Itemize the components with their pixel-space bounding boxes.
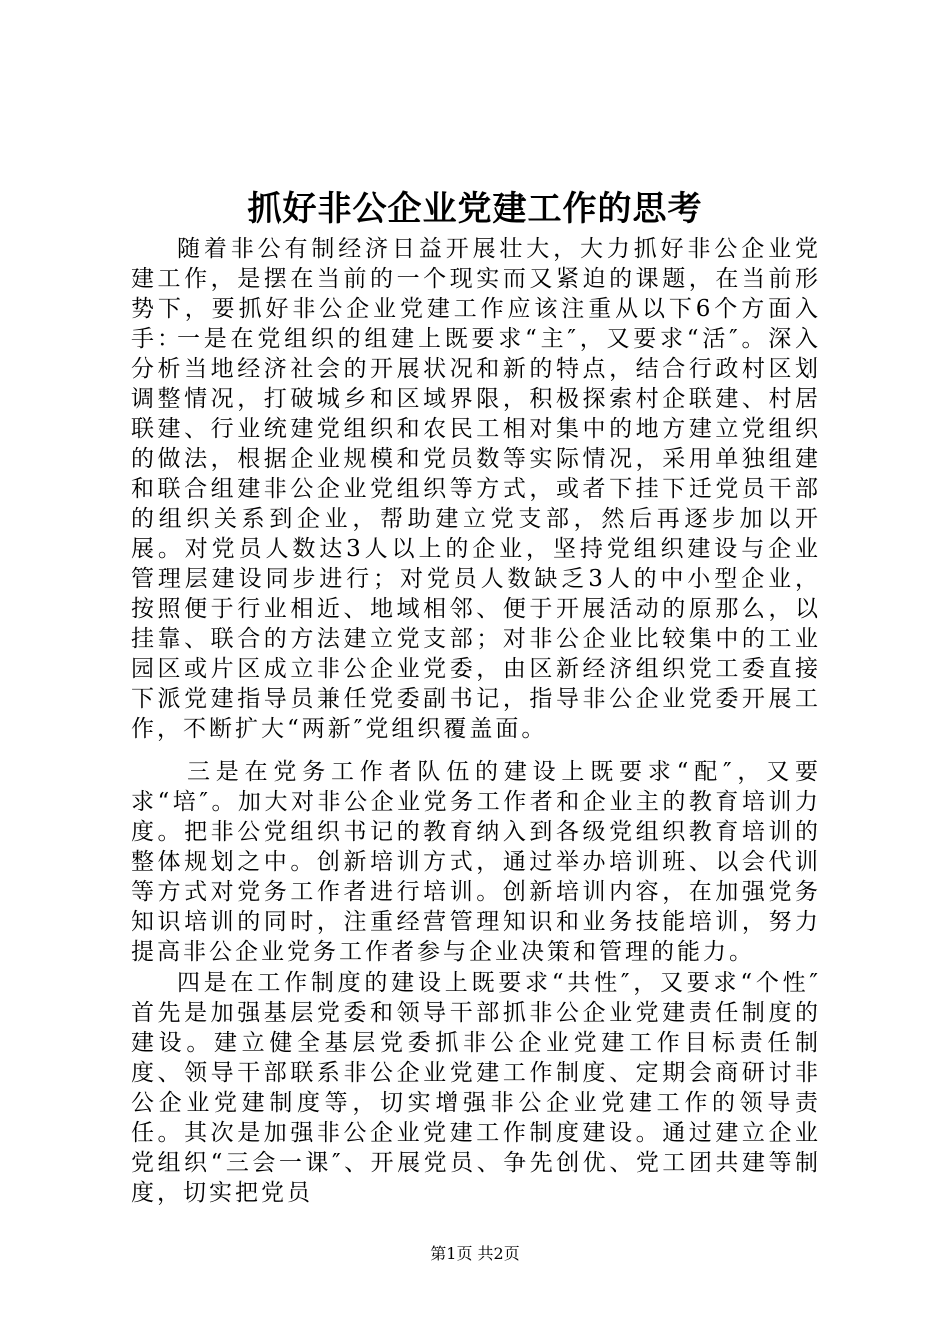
page-number: 第1页 共2页 xyxy=(430,1244,520,1263)
paragraph-four: 四是在工作制度的建设上既要求“共性″，又要求“个性″首先是加强基层党委和领导干部抓非公企业党建责任制度的建设。建立健全基层党委抓非公企业党建工作目标责任制度、领导干部联系非公企业党建工作制度、定期会商研讨非公企业党建制度等，切实增强非公企业党建工作的领导责任。其次是加强非公企业党建工作制度建设。通过建立企业党组织“三会一课″、开展党员、争先创优、党工团共建等制度，切实把党员 xyxy=(131,970,821,1206)
paragraph-three: 三是在党务工作者队伍的建设上既要求“配″，又要求“培″。加大对非公企业党务工作者和企业主的教育培训力度。把非公党组织书记的教育纳入到各级党组织教育培训的整体规划之中。创新培训方式，通过举办培训班、以会代训等方式对党务工作者进行培训。创新培训内容，在加强党务知识培训的同时，注重经营管理知识和业务技能培训，努力提高非公企业党务工作者参与企业决策和管理的能力。 xyxy=(131,759,821,965)
paragraph-intro: 随着非公有制经济日益开展壮大，大力抓好非公企业党建工作，是摆在当前的一个现实而又紧迫的课题，在当前形势下，要抓好非公企业党建工作应该注重从以下6个方面入手： xyxy=(131,236,821,352)
document-title: 抓好非公企业党建工作的思考 xyxy=(247,189,703,229)
paragraph-one: 一是在党组织的组建上既要求“主″，又要求“活″。深入分析当地经济社会的开展状况和新的特点，结合行政村区划调整情况，打破城乡和区域界限，积极探索村企联建、村居联建、行业统建党组织和农民工相对集中的地方建立党组织的做法，根据企业规模和党员数等实际情况，采用单独组建和联合组建非公企业党组织等方式，或者下挂下迁党员干部的组织关系到企业，帮助建立党支部，然后再逐步加以开展。对党员人数达3人以上的企业，坚持党组织建设与企业管理层建设同步进行；对党员人数缺乏3人的中小型企业，按照便于行业相近、地域相邻、便于开展活动的原那么，以挂靠、联合的方法建立党支部；对非公企业比较集中的工业园区或片区成立非公企业党委，由区新经济组织党工委直接下派党建指导员兼任党委副书记，指导非公企业党委开展工作，不断扩大“两新″党组织覆盖面。 xyxy=(131,326,821,742)
